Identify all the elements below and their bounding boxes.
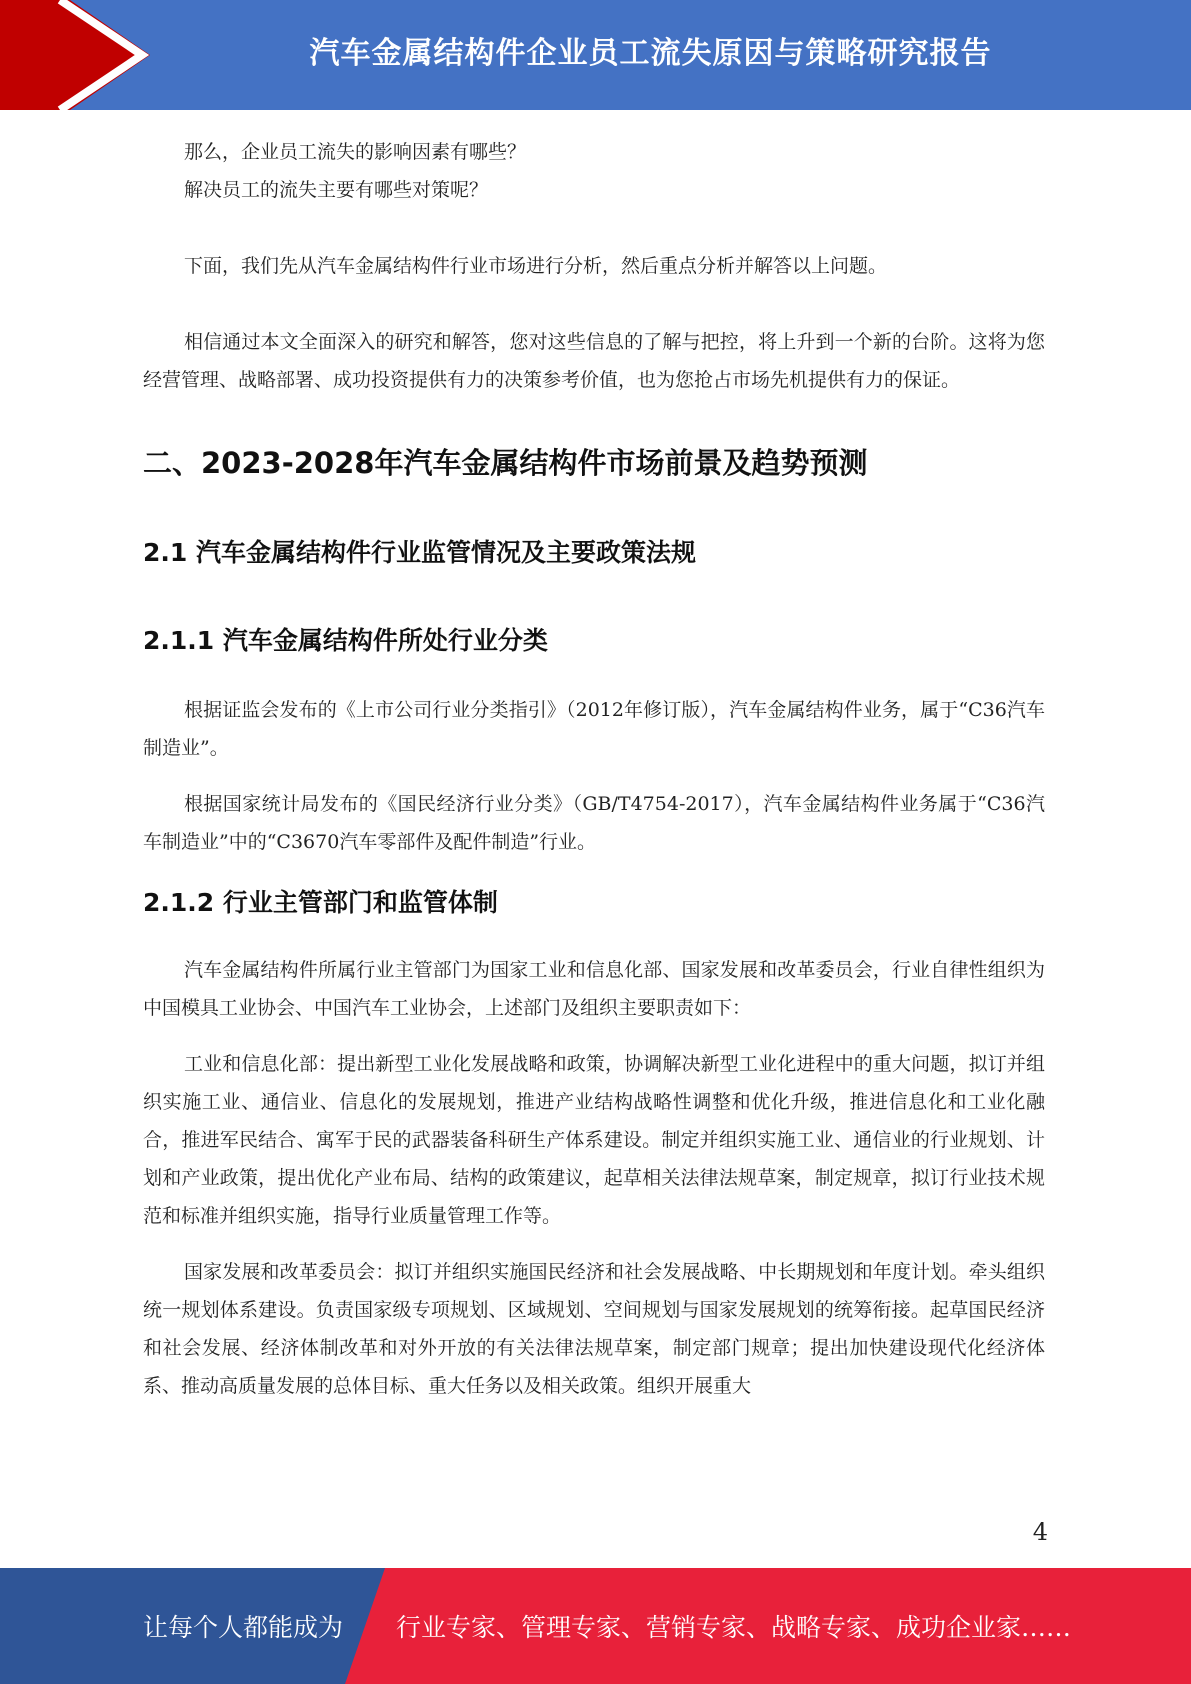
section-2-1-2-paragraph-3: 国家发展和改革委员会：拟订并组织实施国民经济和社会发展战略、中长期规划和年度计划。牵头组织统一规划体系建设。负责国家级专项规划、区域规划、空间规划与国家发展规划的统筹衔接。起草国民经济和社会发展、经济体制改革和对外开放的有关法律法规草案，制定部门规章；提出加快建设现代化经济体系、推动高质量发展的总体目标、重大任务以及相关政策。组织开展重大	[143, 1261, 1045, 1397]
section-2-1-1-paragraph-1: 根据证监会发布的《上市公司行业分类指引》（2012年修订版），汽车金属结构件业务，属于“C36汽车制造业”。	[143, 699, 1045, 759]
section-2-1-2-paragraph-1: 汽车金属结构件所属行业主管部门为国家工业和信息化部、国家发展和改革委员会，行业自律性组织为中国模具工业协会、中国汽车工业协会，上述部门及组织主要职责如下：	[143, 959, 1045, 1019]
page-number: 4	[1032, 1518, 1048, 1546]
intro-question-1: 那么，企业员工流失的影响因素有哪些？	[184, 141, 527, 163]
header-bar	[0, 0, 1191, 110]
intro-paragraph-3: 相信通过本文全面深入的研究和解答，您对这些信息的了解与把控，将上升到一个新的台阶。这将为您经营管理、战略部署、成功投资提供有力的决策参考价值，也为您抢占市场先机提供有力的保证。	[143, 331, 1045, 391]
section-2-1-heading: 2.1 汽车金属结构件行业监管情况及主要政策法规	[143, 538, 696, 567]
report-title: 汽车金属结构件企业员工流失原因与策略研究报告	[309, 36, 992, 71]
page-content	[143, 133, 1045, 1405]
section-2-1-2-paragraph-2: 工业和信息化部：提出新型工业化发展战略和政策，协调解决新型工业化进程中的重大问题，拟订并组织实施工业、通信业、信息化的发展规划，推进产业结构战略性调整和优化升级，推进信息化和工业化融合，推进军民结合、寓军于民的武器装备科研生产体系建设。制定并组织实施工业、通信业的行业规划、计划和产业政策，提出优化产业布局、结构的政策建议，起草相关法律法规草案，制定规章，拟订行业技术规范和标准并组织实施，指导行业质量管理工作等。	[143, 1053, 1045, 1227]
footer-slogan-left: 让每个人都能成为	[143, 1613, 344, 1642]
intro-paragraph-2: 下面，我们先从汽车金属结构件行业市场进行分析，然后重点分析并解答以上问题。	[184, 255, 888, 277]
section-2-heading: 二、2023-2028年汽车金属结构件市场前景及趋势预测	[143, 446, 868, 480]
intro-question-2: 解决员工的流失主要有哪些对策呢？	[184, 179, 489, 201]
footer-slogan-right: 行业专家、管理专家、营销专家、战略专家、成功企业家……	[396, 1613, 1072, 1642]
section-2-1-2-heading: 2.1.2 行业主管部门和监管体制	[143, 888, 498, 917]
section-2-1-1-paragraph-2: 根据国家统计局发布的《国民经济行业分类》（GB/T4754-2017），汽车金属结构件业务属于“C36汽车制造业”中的“C3670汽车零部件及配件制造”行业。	[143, 793, 1045, 853]
footer-bar	[0, 1568, 1191, 1684]
section-2-1-1-heading: 2.1.1 汽车金属结构件所处行业分类	[143, 626, 548, 655]
